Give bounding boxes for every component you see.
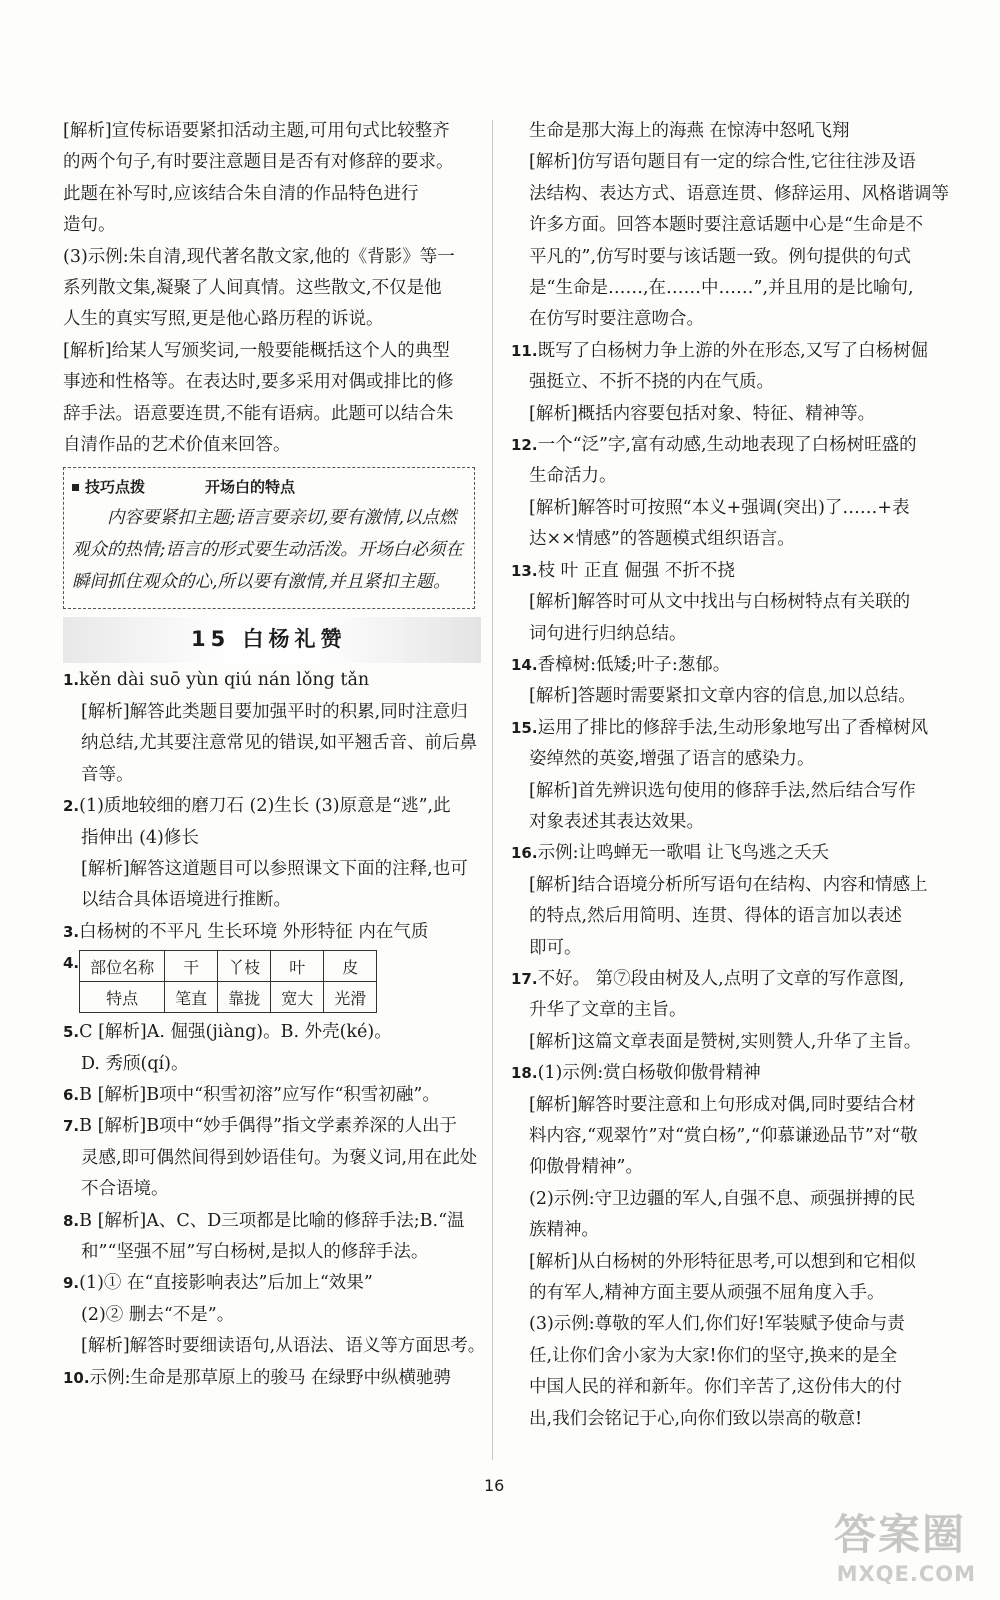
- question-14: [511, 650, 929, 681]
- text-line: [解析]仿写语句题目有一定的综合性,它往往涉及语: [529, 152, 916, 173]
- right-column: [511, 116, 949, 1435]
- answer-text: 示例:生命是那草原上的骏马 在绿野中纵横驰骋: [89, 1367, 452, 1388]
- text-line: [解析]答题时需要紧扣文章内容的信息,加以总结。: [529, 686, 916, 707]
- section-title-banner: [63, 617, 481, 663]
- question-number: 12.: [511, 436, 538, 455]
- answer-text: kěn dài suō yùn qiú nán lǒng tǎn: [79, 670, 370, 691]
- text-line: [解析]解答时可按照“本义+强调(突出)了……+表: [529, 497, 910, 518]
- question-1: [63, 665, 481, 696]
- text-line: (3)示例:尊敬的军人们,你们好!军装赋予使命与责: [529, 1314, 905, 1335]
- table-cell: 干: [165, 951, 218, 982]
- text-line: 生命活力。: [529, 466, 617, 487]
- answer-text: 香樟树:低矮;叶子:葱郁。: [537, 654, 731, 675]
- text-line: [解析]概括内容要包括对象、特征、精神等。: [529, 403, 876, 424]
- text-line: 族精神。: [529, 1220, 599, 1241]
- tip-title: 技巧点拨: [85, 478, 146, 497]
- text-line: [解析]宣传标语要紧扣活动主题,可用句式比较整齐: [63, 121, 450, 141]
- question-number: 16.: [511, 844, 538, 863]
- text-line: 仰傲骨精神”。: [529, 1157, 643, 1178]
- answer-text: 运用了排比的修辞手法,生动形象地写出了香樟树风: [537, 717, 929, 738]
- question-number: 6.: [63, 1085, 80, 1104]
- parts-table: [79, 950, 377, 1013]
- text-line: [解析]结合语境分析所写语句在结构、内容和情感上: [529, 874, 928, 895]
- answer-text: (1)① 在“直接影响表达”后加上“效果”: [79, 1273, 373, 1294]
- text-line: [解析]解答时要细读语句,从语法、语义等方面思考。: [81, 1336, 486, 1357]
- question-number: 9.: [63, 1274, 80, 1293]
- text-line: [解析]解答这道题目可以参照课文下面的注释,也可: [81, 858, 468, 879]
- text-line: 升华了文章的主旨。: [529, 1000, 687, 1021]
- text-line: 以结合具体语境进行推断。: [81, 890, 291, 911]
- text-line: [解析]这篇文章表面是赞树,实则赞人,升华了主旨。: [529, 1031, 922, 1052]
- answer-text: 白杨树的不平凡 生长环境 外形特征 内在气质: [79, 921, 429, 942]
- question-number: 11.: [511, 341, 538, 360]
- question-16: [511, 838, 929, 869]
- question-7: [63, 1111, 481, 1142]
- answer-text: 既写了白杨树力争上游的外在形态,又写了白杨树倔: [537, 340, 929, 361]
- text-line: [解析]给某人写颁奖词,一般要能概括这个人的典型: [63, 340, 450, 361]
- question-number: 14.: [511, 655, 538, 674]
- question-number: 2.: [63, 797, 80, 816]
- answer-text: 枝 叶 正直 倔强 不折不挠: [537, 560, 735, 581]
- text-line: 生命是那大海上的海燕 在惊涛中怒吼飞翔: [529, 121, 850, 141]
- answer-text: 一个“泛”字,富有动感,生动地表现了白杨树旺盛的: [537, 435, 917, 456]
- question-number: 15.: [511, 718, 538, 737]
- question-number: 13.: [511, 561, 538, 580]
- page-number: 16: [484, 1476, 505, 1495]
- text-line: D. 秀颀(qí)。: [81, 1053, 189, 1074]
- text-line: 灵感,即可偶然间得到妙语佳句。为褒义词,用在此处: [81, 1147, 478, 1168]
- text-line: 对象表述其表达效果。: [529, 811, 704, 832]
- table-row: [80, 982, 377, 1013]
- question-17: [511, 964, 929, 995]
- text-line: 事迹和性格等。在表达时,要多采用对偶或排比的修: [63, 372, 454, 393]
- text-line: 的特点,然后用简明、连贯、得体的语言加以表述: [529, 906, 903, 927]
- question-15: [511, 713, 929, 744]
- tip-header: [72, 472, 466, 502]
- site-watermark: [810, 1500, 980, 1586]
- question-2: [63, 791, 481, 822]
- question-number: 8.: [63, 1211, 80, 1230]
- table-cell: 部位名称: [80, 951, 165, 982]
- text-line: [解析]解答时可从文中找出与白杨树特点有关联的: [529, 592, 911, 613]
- question-number: 7.: [63, 1117, 80, 1136]
- text-line: [解析]解答时要注意和上句形成对偶,同时要结合材: [529, 1094, 916, 1115]
- answer-text: B [解析]B项中“妙手偶得”指文学素养深的人出于: [79, 1116, 457, 1137]
- answer-text: (1)质地较细的磨刀石 (2)生长 (3)原意是“逃”,此: [79, 796, 451, 817]
- table-cell: 光滑: [324, 982, 377, 1013]
- text-line: 强挺立、不折不挠的内在气质。: [529, 372, 774, 393]
- text-line: 自清作品的艺术价值来回答。: [63, 435, 291, 456]
- text-line: 的两个句子,有时要注意题目是否有对修辞的要求。: [63, 152, 454, 173]
- text-line: [解析]首先辨识选句使用的修辞手法,然后结合写作: [529, 780, 916, 801]
- text-line: 指伸出 (4)修长: [81, 827, 199, 848]
- text-line: 许多方面。回答本题时要注意话题中心是“生命是不: [529, 215, 923, 236]
- question-12: [511, 430, 929, 461]
- table-cell: 丫枝: [218, 951, 271, 982]
- tip-body: 内容要紧扣主题;语言要亲切,要有激情,以点燃观众的热情;语言的形式要生动活泼。开场白必须在瞬间抓住观众的心,所以要有激情,并且紧扣主题。: [72, 508, 463, 593]
- text-line: (2)示例:守卫边疆的军人,自强不息、顽强拼搏的民: [529, 1188, 916, 1209]
- text-line: 是“生命是……,在……中……”,并且用的是比喻句,: [529, 278, 914, 299]
- text-line: 姿绰然的英姿,增强了语言的感染力。: [529, 749, 815, 770]
- text-line: 此题在补写时,应该结合朱自清的作品特色进行: [63, 183, 419, 204]
- text-line: 即可。: [529, 937, 582, 958]
- text-line: 不合语境。: [81, 1179, 169, 1200]
- text-line: (3)示例:朱自清,现代著名散文家,他的《背影》等一: [63, 246, 455, 267]
- text-line: 的有军人,精神方面主要从顽强不屈角度入手。: [529, 1283, 885, 1304]
- answer-text: B [解析]A、C、D三项都是比喻的修辞手法;B.“温: [79, 1210, 465, 1231]
- text-line: 在仿写时要注意吻合。: [529, 309, 704, 330]
- question-5: [63, 1017, 481, 1048]
- question-number: 4.: [63, 954, 80, 973]
- question-13: [511, 556, 929, 587]
- text-line: 出,我们会铭记于心,向你们致以崇高的敬意!: [529, 1408, 863, 1429]
- answer-text: 不好。 第⑦段由树及人,点明了文章的写作意图,: [537, 968, 905, 989]
- text-line: 和”“坚强不屈”写白杨树,是拟人的修辞手法。: [81, 1241, 429, 1262]
- table-cell: 笔直: [165, 982, 218, 1013]
- question-number: 18.: [511, 1064, 538, 1083]
- answer-text: C [解析]A. 倔强(jiàng)。B. 外壳(ké)。: [79, 1022, 392, 1043]
- section-title: 15 白杨礼赞: [191, 627, 347, 652]
- tip-subtitle: 开场白的特点: [205, 478, 296, 497]
- question-10: [63, 1363, 481, 1394]
- text-line: 中国人民的祥和新年。你们辛苦了,这份伟大的付: [529, 1377, 903, 1398]
- text-line: 法结构、表达方式、语意连贯、修辞运用、风格谐调等: [529, 183, 949, 204]
- text-line: 纳总结,尤其要注意常见的错误,如平翘舌音、前后鼻: [81, 733, 478, 754]
- question-number: 10.: [63, 1368, 90, 1387]
- question-6: [63, 1080, 481, 1111]
- question-number: 3.: [63, 922, 80, 941]
- text-line: 达××情感”的答题模式组织语言。: [529, 529, 795, 550]
- text-line: 平凡的”,仿写时要与该话题一致。例句提供的句式: [529, 246, 912, 267]
- table-cell: 特点: [80, 982, 165, 1013]
- left-column: [63, 116, 486, 1394]
- table-row: [80, 951, 377, 982]
- question-3: [63, 917, 481, 948]
- text-line: 料内容,“观翠竹”对“赏白杨”,“仰慕谦逊品节”对“敬: [529, 1126, 918, 1146]
- text-line: [解析]解答此类题目要加强平时的积累,同时注意归: [81, 701, 468, 722]
- watermark-logo-text: 答案圈: [833, 1510, 966, 1559]
- table-cell: 靠拢: [218, 982, 271, 1013]
- watermark-url: MXQE.COM: [836, 1562, 976, 1586]
- question-number: 1.: [63, 671, 80, 690]
- question-number: 5.: [63, 1023, 80, 1042]
- answer-text: 示例:让鸣蝉无一歌唱 让飞鸟逃之夭夭: [537, 843, 830, 864]
- text-line: 辞手法。语意要连贯,不能有语病。此题可以结合朱: [63, 403, 454, 424]
- tip-box: [63, 467, 475, 609]
- text-line: (2)② 删去“不是”。: [81, 1304, 235, 1325]
- table-cell: 叶: [271, 951, 324, 982]
- text-line: 人生的真实写照,更是他心路历程的诉说。: [63, 309, 384, 330]
- text-line: 系列散文集,凝聚了人间真情。这些散文,不仅是他: [63, 278, 442, 299]
- text-line: 音等。: [81, 764, 134, 785]
- table-cell: 皮: [324, 951, 377, 982]
- question-11: [511, 336, 929, 367]
- question-9: [63, 1268, 481, 1299]
- column-divider: [492, 120, 493, 1460]
- text-line: 词句进行归纳总结。: [529, 623, 687, 644]
- answer-text: (1)示例:赏白杨敬仰傲骨精神: [537, 1063, 761, 1084]
- text-line: 任,让你们舍小家为大家!你们的坚守,换来的是全: [529, 1345, 898, 1366]
- question-4: [63, 948, 481, 1017]
- text-line: [解析]从白杨树的外形特征思考,可以想到和它相似: [529, 1251, 916, 1272]
- question-number: 17.: [511, 969, 538, 988]
- square-bullet-icon: [72, 484, 79, 491]
- question-18: [511, 1058, 929, 1089]
- text-line: 造句。: [63, 215, 116, 236]
- question-8: [63, 1206, 481, 1237]
- table-cell: 宽大: [271, 982, 324, 1013]
- answer-text: B [解析]B项中“积雪初溶”应写作“积雪初融”。: [79, 1084, 440, 1105]
